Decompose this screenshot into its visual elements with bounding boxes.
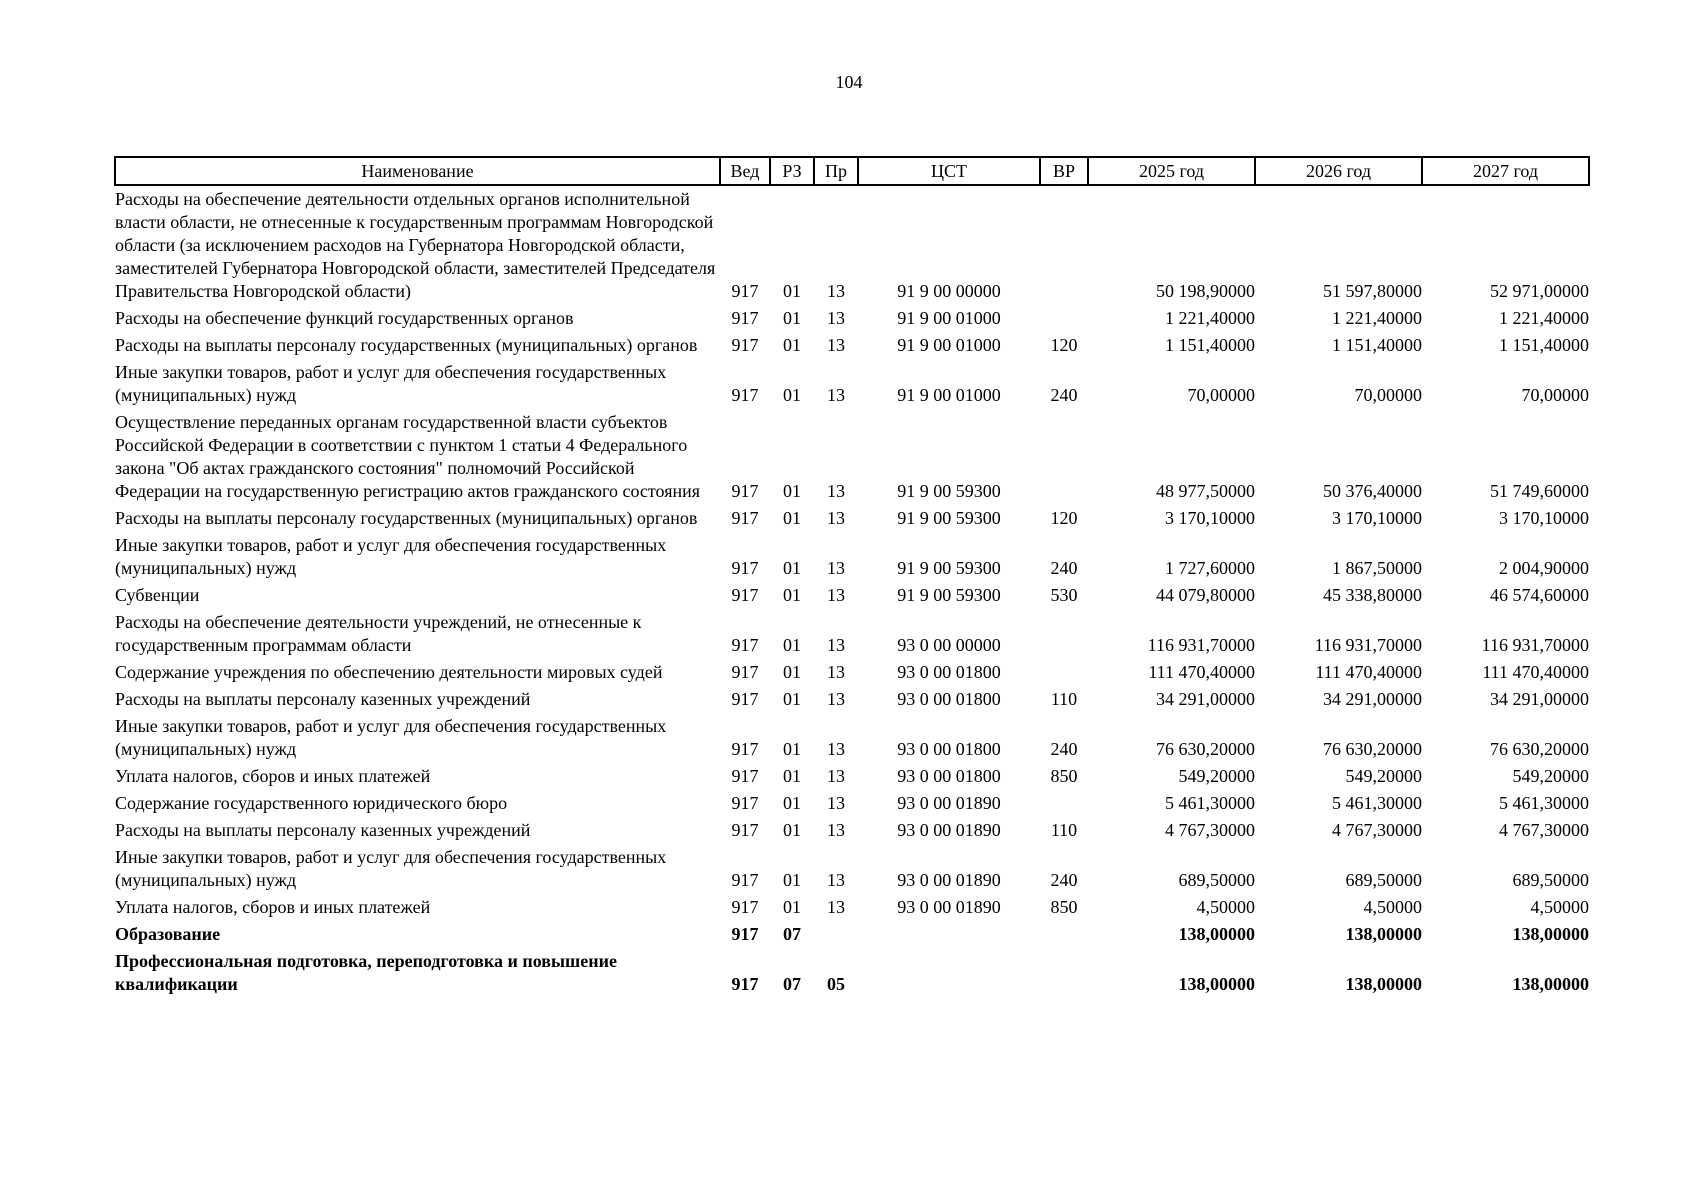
row-value-2027: 76 630,20000 bbox=[1490, 739, 1589, 759]
header-2027: 2027 год bbox=[1422, 157, 1589, 185]
row-name: Расходы на выплаты персоналу государственных (муниципальных) органов bbox=[115, 335, 698, 355]
row-value-2025: 4,50000 bbox=[1196, 897, 1255, 917]
header-2026: 2026 год bbox=[1255, 157, 1422, 185]
row-name: Расходы на обеспечение функций государственных органов bbox=[115, 308, 574, 328]
page-number: 104 bbox=[835, 72, 863, 92]
header-ved: Вед bbox=[720, 157, 770, 185]
row-value-2026: 1 221,40000 bbox=[1332, 308, 1422, 328]
row-cst: 91 9 00 59300 bbox=[897, 481, 1001, 501]
table-row bbox=[115, 948, 1589, 998]
row-name: Субвенции bbox=[115, 585, 200, 605]
row-pr: 13 bbox=[827, 897, 845, 917]
row-pr: 13 bbox=[827, 281, 845, 301]
row-pr: 13 bbox=[827, 766, 845, 786]
row-pr: 13 bbox=[827, 385, 845, 405]
row-cst: 93 0 00 01800 bbox=[897, 662, 1001, 682]
row-vr: 110 bbox=[1050, 820, 1078, 840]
row-value-2026: 1 867,50000 bbox=[1332, 558, 1422, 578]
row-ved: 917 bbox=[731, 558, 759, 578]
header-2025: 2025 год bbox=[1088, 157, 1255, 185]
row-ved: 917 bbox=[731, 739, 759, 759]
row-rz: 01 bbox=[783, 793, 801, 813]
row-ved: 917 bbox=[731, 281, 759, 301]
row-vr bbox=[1040, 305, 1088, 332]
row-cst: 93 0 00 01800 bbox=[897, 739, 1001, 759]
row-value-2025: 76 630,20000 bbox=[1156, 739, 1255, 759]
table-row bbox=[115, 686, 1589, 713]
row-value-2026: 138,00000 bbox=[1345, 924, 1422, 944]
row-value-2027: 2 004,90000 bbox=[1499, 558, 1589, 578]
row-pr: 13 bbox=[827, 793, 845, 813]
row-cst: 91 9 00 59300 bbox=[897, 508, 1001, 528]
row-value-2025: 70,00000 bbox=[1187, 385, 1255, 405]
row-ved: 917 bbox=[731, 820, 759, 840]
row-rz: 01 bbox=[783, 508, 801, 528]
row-value-2027: 138,00000 bbox=[1512, 974, 1589, 994]
row-value-2026: 50 376,40000 bbox=[1323, 481, 1422, 501]
row-value-2026: 1 151,40000 bbox=[1332, 335, 1422, 355]
row-value-2026: 549,20000 bbox=[1345, 766, 1422, 786]
row-value-2026: 3 170,10000 bbox=[1332, 508, 1422, 528]
row-vr: 240 bbox=[1050, 385, 1078, 405]
row-value-2026: 34 291,00000 bbox=[1323, 689, 1422, 709]
row-ved: 917 bbox=[731, 924, 759, 944]
row-value-2025: 111 470,40000 bbox=[1148, 662, 1255, 682]
table-body bbox=[115, 185, 1589, 998]
row-value-2025: 1 727,60000 bbox=[1165, 558, 1255, 578]
table-row bbox=[115, 505, 1589, 532]
table-row bbox=[115, 609, 1589, 659]
row-cst: 91 9 00 01000 bbox=[897, 335, 1001, 355]
row-name: Осуществление переданных органам государственной власти субъектов Российской Федерации в соответствии с пунктом 1 статьи 4 Федерального закона "Об актах гражданского состояния" полномочий Российской Федерации на государственную регистрацию актов гражданского состояния bbox=[115, 412, 701, 501]
row-value-2027: 111 470,40000 bbox=[1482, 662, 1589, 682]
row-pr: 05 bbox=[827, 974, 845, 994]
row-name: Иные закупки товаров, работ и услуг для обеспечения государственных (муниципальных) нужд bbox=[115, 716, 667, 759]
header-vr: ВР bbox=[1040, 157, 1088, 185]
row-cst: 91 9 00 01000 bbox=[897, 308, 1001, 328]
row-value-2027: 689,50000 bbox=[1512, 870, 1589, 890]
row-name: Расходы на обеспечение деятельности отдельных органов исполнительной власти области, не отнесенные к государственным программам Новгородской области (за исключением расходов на Губернатора Новгородской области, заместителей Губернатора Новгородской области, заместителей Председателя Правительства Новгородской области) bbox=[115, 189, 716, 301]
table-row bbox=[115, 817, 1589, 844]
row-rz: 01 bbox=[783, 766, 801, 786]
budget-table bbox=[114, 156, 1590, 998]
row-value-2027: 1 151,40000 bbox=[1499, 335, 1589, 355]
row-vr: 240 bbox=[1050, 739, 1078, 759]
row-pr: 13 bbox=[827, 689, 845, 709]
row-value-2027: 46 574,60000 bbox=[1490, 585, 1589, 605]
table-row bbox=[115, 582, 1589, 609]
row-pr: 13 bbox=[827, 481, 845, 501]
row-value-2027: 549,20000 bbox=[1512, 766, 1589, 786]
row-value-2025: 689,50000 bbox=[1178, 870, 1255, 890]
row-name: Содержание государственного юридического бюро bbox=[115, 793, 508, 813]
row-value-2027: 1 221,40000 bbox=[1499, 308, 1589, 328]
table-row bbox=[115, 532, 1589, 582]
row-vr bbox=[1040, 921, 1088, 948]
row-ved: 917 bbox=[731, 385, 759, 405]
table-row bbox=[115, 921, 1589, 948]
row-vr bbox=[1040, 609, 1088, 659]
row-ved: 917 bbox=[731, 793, 759, 813]
header-rz: РЗ bbox=[770, 157, 814, 185]
table-row bbox=[115, 763, 1589, 790]
row-value-2025: 4 767,30000 bbox=[1165, 820, 1255, 840]
row-name: Содержание учреждения по обеспечению деятельности мировых судей bbox=[115, 662, 663, 682]
row-ved: 917 bbox=[731, 974, 759, 994]
table-row bbox=[115, 844, 1589, 894]
row-cst: 91 9 00 00000 bbox=[897, 281, 1001, 301]
row-cst: 93 0 00 01890 bbox=[897, 820, 1001, 840]
row-rz: 01 bbox=[783, 820, 801, 840]
row-value-2027: 4 767,30000 bbox=[1499, 820, 1589, 840]
row-value-2027: 34 291,00000 bbox=[1490, 689, 1589, 709]
row-ved: 917 bbox=[731, 508, 759, 528]
table-row bbox=[115, 894, 1589, 921]
table-header-row bbox=[115, 157, 1589, 185]
row-value-2027: 116 931,70000 bbox=[1481, 635, 1589, 655]
row-value-2027: 5 461,30000 bbox=[1499, 793, 1589, 813]
row-rz: 01 bbox=[783, 385, 801, 405]
row-value-2027: 138,00000 bbox=[1512, 924, 1589, 944]
table-row bbox=[115, 659, 1589, 686]
row-name: Профессиональная подготовка, переподготовка и повышение квалификации bbox=[115, 951, 617, 994]
row-value-2025: 5 461,30000 bbox=[1165, 793, 1255, 813]
row-name: Расходы на выплаты персоналу казенных учреждений bbox=[115, 820, 531, 840]
row-name: Уплата налогов, сборов и иных платежей bbox=[115, 897, 431, 917]
row-rz: 01 bbox=[783, 558, 801, 578]
row-value-2026: 45 338,80000 bbox=[1323, 585, 1422, 605]
header-cst: ЦСТ bbox=[858, 157, 1040, 185]
row-cst: 93 0 00 01890 bbox=[897, 793, 1001, 813]
row-cst: 93 0 00 00000 bbox=[897, 635, 1001, 655]
row-vr: 850 bbox=[1050, 766, 1078, 786]
header-name: Наименование bbox=[115, 157, 720, 185]
row-value-2026: 70,00000 bbox=[1354, 385, 1422, 405]
table-row bbox=[115, 332, 1589, 359]
row-pr: 13 bbox=[827, 870, 845, 890]
row-vr: 120 bbox=[1050, 508, 1078, 528]
row-cst: 93 0 00 01890 bbox=[897, 897, 1001, 917]
row-pr: 13 bbox=[827, 508, 845, 528]
row-name: Образование bbox=[115, 924, 221, 944]
row-ved: 917 bbox=[731, 662, 759, 682]
row-value-2027: 4,50000 bbox=[1530, 897, 1589, 917]
row-value-2027: 70,00000 bbox=[1521, 385, 1589, 405]
row-cst: 93 0 00 01800 bbox=[897, 766, 1001, 786]
row-pr: 13 bbox=[827, 308, 845, 328]
row-vr: 850 bbox=[1050, 897, 1078, 917]
row-pr: 13 bbox=[827, 635, 845, 655]
table-row bbox=[115, 713, 1589, 763]
row-rz: 07 bbox=[783, 974, 801, 994]
row-name: Расходы на выплаты персоналу казенных учреждений bbox=[115, 689, 531, 709]
row-value-2026: 4 767,30000 bbox=[1332, 820, 1422, 840]
row-value-2025: 1 151,40000 bbox=[1165, 335, 1255, 355]
row-pr: 13 bbox=[827, 335, 845, 355]
row-vr bbox=[1040, 659, 1088, 686]
row-ved: 917 bbox=[731, 335, 759, 355]
row-ved: 917 bbox=[731, 766, 759, 786]
row-vr bbox=[1040, 790, 1088, 817]
row-vr bbox=[1040, 185, 1088, 305]
row-pr: 13 bbox=[827, 820, 845, 840]
row-pr: 13 bbox=[827, 558, 845, 578]
row-value-2025: 3 170,10000 bbox=[1165, 508, 1255, 528]
row-vr bbox=[1040, 948, 1088, 998]
row-rz: 01 bbox=[783, 635, 801, 655]
row-value-2025: 50 198,90000 bbox=[1156, 281, 1255, 301]
row-name: Расходы на выплаты персоналу государственных (муниципальных) органов bbox=[115, 508, 698, 528]
row-pr: 13 bbox=[827, 739, 845, 759]
row-rz: 01 bbox=[783, 281, 801, 301]
row-cst: 93 0 00 01800 bbox=[897, 689, 1001, 709]
row-ved: 917 bbox=[731, 689, 759, 709]
row-pr: 13 bbox=[827, 585, 845, 605]
row-name: Иные закупки товаров, работ и услуг для обеспечения государственных (муниципальных) нужд bbox=[115, 362, 667, 405]
row-pr bbox=[814, 921, 858, 948]
row-name: Уплата налогов, сборов и иных платежей bbox=[115, 766, 431, 786]
row-ved: 917 bbox=[731, 308, 759, 328]
row-value-2025: 1 221,40000 bbox=[1165, 308, 1255, 328]
row-value-2026: 111 470,40000 bbox=[1315, 662, 1422, 682]
row-value-2026: 689,50000 bbox=[1345, 870, 1422, 890]
row-value-2026: 5 461,30000 bbox=[1332, 793, 1422, 813]
row-cst: 91 9 00 59300 bbox=[897, 585, 1001, 605]
row-value-2027: 3 170,10000 bbox=[1499, 508, 1589, 528]
row-rz: 01 bbox=[783, 739, 801, 759]
row-value-2026: 138,00000 bbox=[1345, 974, 1422, 994]
row-rz: 07 bbox=[783, 924, 801, 944]
row-cst bbox=[858, 921, 1040, 948]
row-ved: 917 bbox=[731, 897, 759, 917]
row-name: Расходы на обеспечение деятельности учреждений, не отнесенные к государственным программам области bbox=[115, 612, 642, 655]
row-cst: 91 9 00 59300 bbox=[897, 558, 1001, 578]
table-row bbox=[115, 790, 1589, 817]
row-pr: 13 bbox=[827, 662, 845, 682]
table-row bbox=[115, 409, 1589, 505]
table-row bbox=[115, 359, 1589, 409]
row-value-2025: 34 291,00000 bbox=[1156, 689, 1255, 709]
row-vr: 240 bbox=[1050, 558, 1078, 578]
row-value-2025: 116 931,70000 bbox=[1147, 635, 1255, 655]
row-value-2025: 44 079,80000 bbox=[1156, 585, 1255, 605]
row-value-2026: 4,50000 bbox=[1363, 897, 1422, 917]
row-rz: 01 bbox=[783, 481, 801, 501]
row-rz: 01 bbox=[783, 689, 801, 709]
row-value-2025: 138,00000 bbox=[1178, 974, 1255, 994]
row-value-2025: 138,00000 bbox=[1178, 924, 1255, 944]
row-vr: 530 bbox=[1050, 585, 1078, 605]
row-ved: 917 bbox=[731, 481, 759, 501]
row-rz: 01 bbox=[783, 308, 801, 328]
row-value-2027: 51 749,60000 bbox=[1490, 481, 1589, 501]
header-pr: Пр bbox=[814, 157, 858, 185]
row-value-2027: 52 971,00000 bbox=[1490, 281, 1589, 301]
row-ved: 917 bbox=[731, 585, 759, 605]
table-row bbox=[115, 185, 1589, 305]
row-name: Иные закупки товаров, работ и услуг для обеспечения государственных (муниципальных) нужд bbox=[115, 847, 667, 890]
row-cst: 91 9 00 01000 bbox=[897, 385, 1001, 405]
row-value-2026: 116 931,70000 bbox=[1314, 635, 1422, 655]
row-vr: 110 bbox=[1050, 689, 1078, 709]
row-ved: 917 bbox=[731, 635, 759, 655]
row-vr: 240 bbox=[1050, 870, 1078, 890]
row-rz: 01 bbox=[783, 662, 801, 682]
row-value-2026: 51 597,80000 bbox=[1323, 281, 1422, 301]
row-name: Иные закупки товаров, работ и услуг для обеспечения государственных (муниципальных) нужд bbox=[115, 535, 667, 578]
row-rz: 01 bbox=[783, 335, 801, 355]
row-vr: 120 bbox=[1050, 335, 1078, 355]
row-cst: 93 0 00 01890 bbox=[897, 870, 1001, 890]
row-rz: 01 bbox=[783, 897, 801, 917]
row-rz: 01 bbox=[783, 870, 801, 890]
row-rz: 01 bbox=[783, 585, 801, 605]
row-value-2025: 48 977,50000 bbox=[1156, 481, 1255, 501]
table-row bbox=[115, 305, 1589, 332]
row-value-2026: 76 630,20000 bbox=[1323, 739, 1422, 759]
row-value-2025: 549,20000 bbox=[1178, 766, 1255, 786]
row-cst bbox=[858, 948, 1040, 998]
row-ved: 917 bbox=[731, 870, 759, 890]
row-vr bbox=[1040, 409, 1088, 505]
